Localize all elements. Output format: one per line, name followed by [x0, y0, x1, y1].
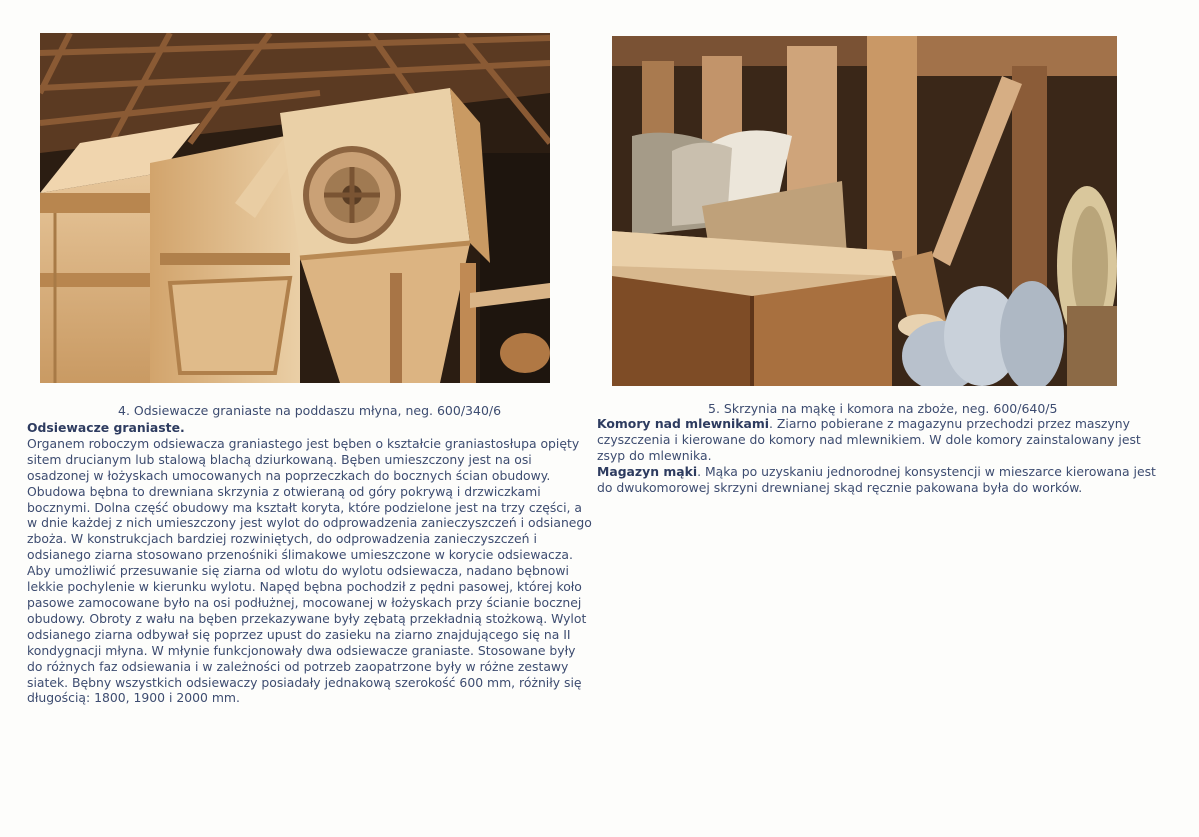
section-heading-flour-store: Magazyn mąki — [597, 463, 698, 479]
section-heading-grain-chambers: Komory nad mlewnikami — [597, 416, 770, 431]
photo-flour-chest — [612, 36, 1117, 386]
body-line: sitem drucianym lub stalową blachą dziurkowaną. Bęben umieszczony jest na osi — [27, 451, 532, 467]
body-text: . Ziarno pobierane z magazynu przechodzi przez maszyny — [769, 416, 1130, 431]
caption-photo-5: 5. Skrzynia na mąkę i komora na zboże, neg. 600/640/5 — [708, 401, 1058, 416]
body-line: osadzonej w łożyskach umocowanych na poprzeczkach do bocznych ścian obudowy. — [27, 467, 551, 483]
body-line: odsianego ziarna stosowano przenośniki ślimakowe umieszczone w korycie odsiewacza. — [27, 547, 573, 563]
body-line: bocznymi. Dolna część obudowy ma kształt koryta, które podzielone jest na trzy części, a — [27, 499, 583, 515]
body-line: zsyp do mlewnika. — [597, 447, 712, 463]
body-line: odsianego ziarna odbywał się poprzez upust do zasieku na ziarno znajdującego się na II — [27, 626, 571, 642]
body-line: zboża. W konstrukcjach bardziej rozwiniętych, do odprowadzenia zanieczyszczeń i — [27, 531, 537, 547]
body-line: do dwukomorowej skrzyni drewnianej skąd ręcznie pakowana była do worków. — [597, 479, 1083, 495]
photo-prism-sifters — [40, 33, 550, 383]
body-line: lekkie pochylenie w kierunku wylotu. Napęd bębna pochodził z pędni pasowej, której koło — [27, 579, 582, 595]
photo-flour-chest-image — [612, 36, 1117, 386]
body-line: Aby umożliwić przesuwanie się ziarna od wlotu do wylotu odsiewacza, nadano bębnowi — [27, 563, 569, 579]
body-line: siatek. Bębny wszystkich odsiewaczy posiadały jednakową szerokość 600 mm, różniły się — [27, 674, 582, 690]
section-prism-sifters — [27, 420, 597, 706]
body-line: w dnie każdej z nich umieszczony jest wylot do odprowadzenia zanieczyszczeń i odsianego — [27, 515, 592, 531]
section-heading-prism-sifters: Odsiewacze graniaste. — [27, 420, 185, 435]
paragraph-flour-store-first-line — [597, 464, 1177, 480]
paragraph-grain-chambers-first-line — [597, 416, 1177, 432]
caption-photo-4: 4. Odsiewacze graniaste na poddaszu młyna, neg. 600/340/6 — [118, 403, 502, 418]
body-line: Organem roboczym odsiewacza graniastego jest bęben o kształcie graniastosłupa opięty — [27, 435, 580, 451]
body-line: do różnych faz odsiewania i w zależności od potrzeb zaopatrzone były w różne zestawy — [27, 658, 569, 674]
body-line: czyszczenia i kierowane do komory nad mlewnikiem. W dole komory zainstalowany jest — [597, 431, 1141, 447]
photo-prism-sifters-image — [40, 33, 550, 383]
body-line: obudowy. Obroty z wału na bęben przekazywane były zębatą przekładnią stożkową. Wylot — [27, 610, 587, 626]
section-grain-and-flour — [597, 416, 1177, 496]
body-line: długością: 1800, 1900 i 2000 mm. — [27, 690, 240, 706]
body-line: kondygnacji młyna. W młynie funkcjonowały dwa odsiewacze graniaste. Stosowane były — [27, 642, 576, 658]
body-text: . Mąka po uzyskaniu jednorodnej konsystencji w mieszarce kierowana jest — [697, 463, 1156, 479]
body-line: Obudowa bębna to drewniana skrzynia z otwieraną od góry pokrywą i drzwiczkami — [27, 483, 541, 499]
body-line: pasowe zamocowane było na osi podłużnej, mocowanej w łożyskach przy ścianie bocznej — [27, 594, 582, 610]
